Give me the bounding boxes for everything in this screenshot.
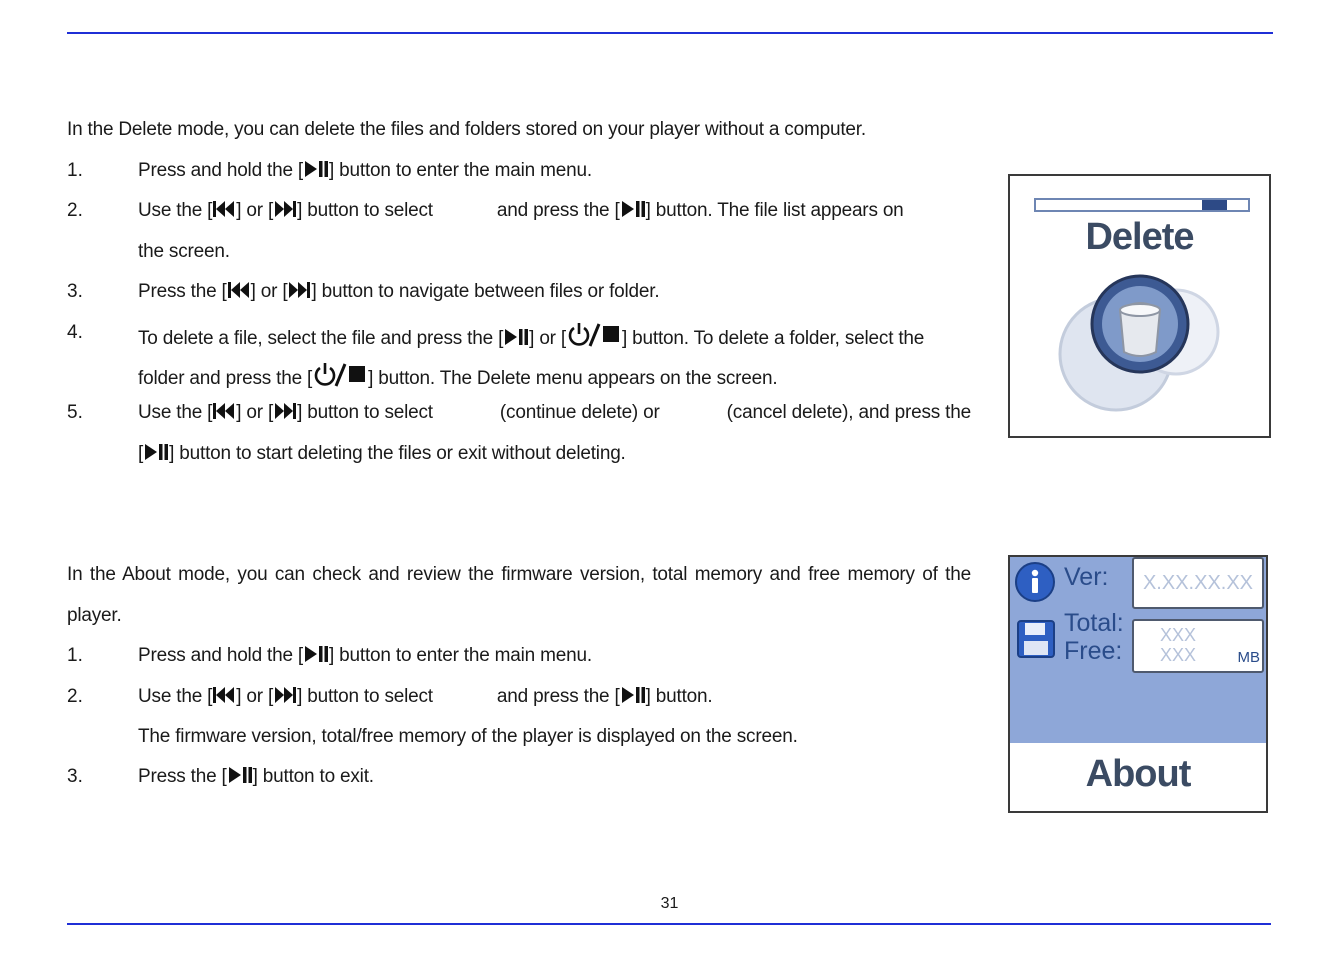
delete-step-2: Use the [ ] or [ ] button to select and press the [ ] button. The file list appears on — [138, 200, 904, 221]
total-value: XXX — [1160, 625, 1197, 645]
about-step-1-number: 1. — [67, 645, 83, 666]
delete-step-5-cont: [ ] button to start deleting the files or exit without deleting. — [138, 443, 626, 464]
floppy-disk-icon — [1016, 619, 1056, 659]
about-step-3-number: 3. — [67, 766, 83, 787]
about-screen-title: About — [1085, 753, 1191, 795]
version-value: X.XX.XX.XX — [1132, 557, 1264, 609]
play-pause-icon — [227, 766, 253, 784]
previous-icon — [212, 686, 236, 704]
info-icon — [1014, 561, 1056, 603]
free-label: Free: — [1064, 637, 1123, 665]
delete-screen-title: Delete — [1085, 216, 1194, 258]
about-screen-image — [1008, 555, 1268, 813]
version-label: Ver: — [1064, 563, 1109, 591]
about-intro: In the About mode, you can check and review the firmware version, total memory and free memory of the — [67, 564, 971, 585]
delete-step-5: Use the [ ] or [ ] button to select (continue delete) or (cancel delete), and press the — [138, 402, 971, 423]
play-pause-icon — [620, 686, 646, 704]
delete-progress-bar — [1034, 198, 1250, 212]
delete-step-4-number: 4. — [67, 322, 83, 343]
about-step-2: Use the [ ] or [ ] button to select and press the [ ] button. — [138, 686, 713, 707]
total-label: Total: — [1064, 609, 1124, 637]
delete-step-2-cont: the screen. — [138, 241, 230, 262]
about-intro-cont: player. — [67, 605, 122, 626]
memory-unit: MB — [1237, 649, 1260, 666]
power-stop-icon — [566, 322, 622, 348]
delete-screen-image — [1008, 174, 1271, 438]
delete-intro: In the Delete mode, you can delete the files and folders stored on your player without a computer. — [67, 119, 866, 140]
about-step-3: Press the [ ] button to exit. — [138, 766, 374, 787]
play-pause-icon — [303, 160, 329, 178]
delete-step-4: To delete a file, select the file and press the [ ] or [ ] button. To delete a folder, select the — [138, 322, 971, 350]
trash-icon — [1050, 266, 1230, 416]
delete-step-3: Press the [ ] or [ ] button to navigate between files or folder. — [138, 281, 660, 302]
delete-step-1-number: 1. — [67, 160, 83, 181]
delete-progress-fill — [1202, 200, 1227, 210]
next-icon — [273, 200, 297, 218]
previous-icon — [227, 281, 251, 299]
memory-box — [1132, 619, 1264, 673]
page-number: 31 — [660, 895, 679, 912]
about-step-1: Press and hold the [ ] button to enter the main menu. — [138, 645, 592, 666]
bottom-rule — [67, 923, 1271, 925]
previous-icon — [212, 402, 236, 420]
about-step-2-cont: The firmware version, total/free memory of the player is displayed on the screen. — [138, 726, 798, 747]
free-value: XXX — [1160, 645, 1197, 665]
next-icon — [273, 686, 297, 704]
next-icon — [287, 281, 311, 299]
next-icon — [273, 402, 297, 420]
delete-step-3-number: 3. — [67, 281, 83, 302]
previous-icon — [212, 200, 236, 218]
play-pause-icon — [620, 200, 646, 218]
delete-step-2-number: 2. — [67, 200, 83, 221]
power-stop-icon — [312, 362, 368, 388]
delete-step-1: Press and hold the [ ] button to enter the main menu. — [138, 160, 592, 181]
play-pause-icon — [143, 443, 169, 461]
top-rule — [67, 32, 1273, 34]
delete-step-4-cont: folder and press the [ ] button. The Delete menu appears on the screen. — [138, 362, 777, 390]
play-pause-icon — [303, 645, 329, 663]
about-step-2-number: 2. — [67, 686, 83, 707]
play-pause-icon — [503, 328, 529, 346]
delete-step-5-number: 5. — [67, 402, 83, 423]
